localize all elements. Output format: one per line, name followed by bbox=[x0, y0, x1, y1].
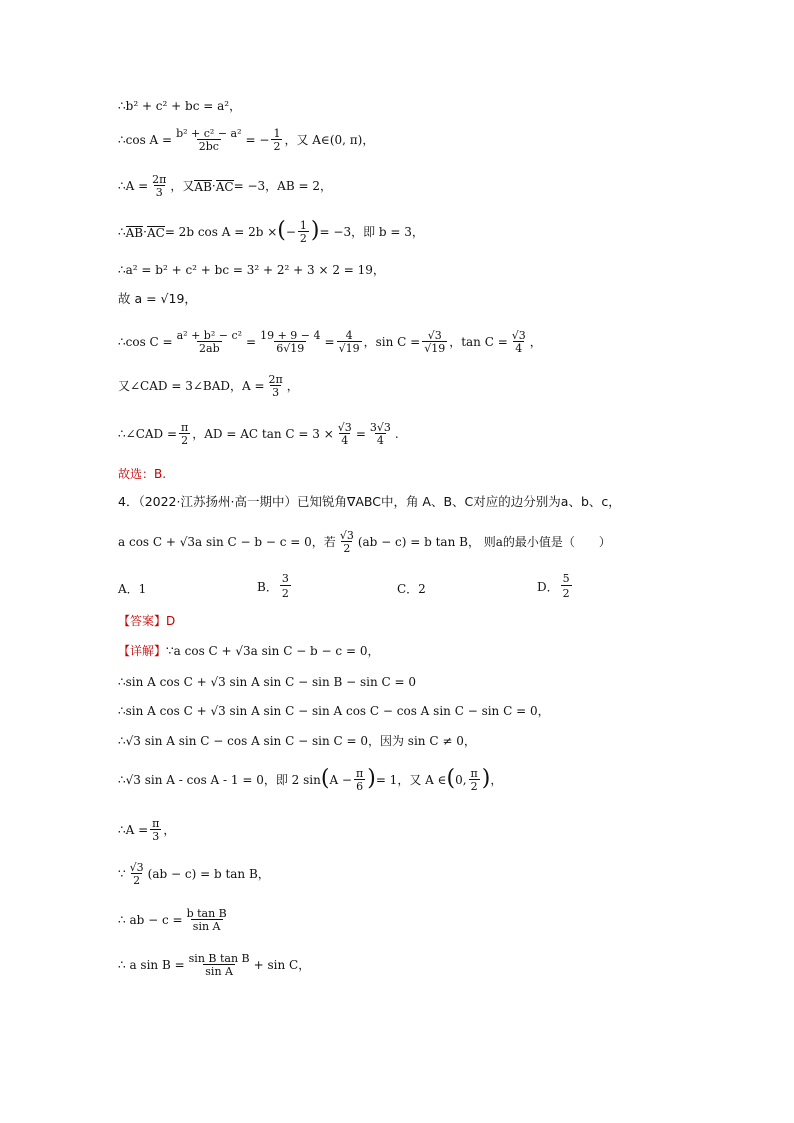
text: 【答案】D bbox=[118, 614, 176, 628]
detail-line-5 bbox=[118, 768, 502, 792]
text: A − bbox=[329, 773, 352, 787]
text: ∴A = bbox=[118, 823, 149, 837]
fraction bbox=[150, 818, 161, 842]
text: ，AD = AC tan C = 3 × bbox=[192, 427, 334, 441]
numerator: 2π bbox=[268, 373, 283, 386]
line-a-root bbox=[118, 293, 197, 306]
text: ∴cos C = bbox=[118, 335, 173, 349]
line-1 bbox=[118, 100, 241, 112]
text: ∴√3 sin A - cos A - 1 = 0，即 2 sin bbox=[118, 773, 321, 787]
text: = 2b cos A = 2b × bbox=[164, 225, 278, 239]
denominator: 2 bbox=[281, 587, 289, 600]
fraction bbox=[298, 220, 309, 244]
denominator: 2 bbox=[273, 140, 281, 153]
numerator: 3√3 bbox=[369, 421, 391, 434]
numerator: √3 bbox=[129, 861, 144, 874]
text: ∴b² + c² + bc = a²， bbox=[118, 99, 242, 113]
vector-ac: AC bbox=[146, 225, 165, 240]
text: = −3，即 b = 3， bbox=[319, 225, 424, 239]
text: = bbox=[246, 335, 257, 349]
detail-line-9 bbox=[118, 953, 310, 977]
fraction bbox=[128, 862, 146, 886]
denominator: √19 bbox=[338, 342, 360, 355]
denominator: 2 bbox=[299, 232, 307, 245]
text: a cos C + √3a sin C − b − c = 0，若 bbox=[118, 535, 336, 549]
text: = bbox=[324, 335, 335, 349]
numerator: a² + b² − c² bbox=[176, 329, 243, 342]
denominator: 6√19 bbox=[276, 342, 305, 355]
text: ∴ bbox=[118, 225, 126, 239]
detail-line-8 bbox=[118, 908, 231, 932]
denominator: 2 bbox=[133, 874, 141, 887]
fraction bbox=[336, 422, 354, 446]
numerator: 1 bbox=[299, 219, 307, 232]
text: · bbox=[211, 179, 216, 193]
text: 故 a = √19， bbox=[118, 291, 197, 306]
numerator: 3 bbox=[281, 572, 289, 585]
detail-line-4 bbox=[118, 735, 476, 747]
option-d bbox=[537, 572, 574, 600]
answer-label bbox=[118, 615, 175, 627]
denominator: 2 bbox=[181, 434, 189, 447]
denominator: 2 bbox=[562, 587, 570, 600]
option-a bbox=[118, 580, 146, 597]
paren: ) bbox=[310, 218, 320, 243]
text: ∴sin A cos C + √3 sin A sin C − sin A cos C − cos A sin C − sin C = 0， bbox=[118, 704, 550, 718]
answer-choice-line bbox=[118, 468, 166, 480]
text: . bbox=[394, 427, 399, 441]
denominator: 6 bbox=[356, 780, 364, 793]
text: ∴a² = b² + c² + bc = 3² + 2² + 3 × 2 = 19， bbox=[118, 263, 385, 277]
text: · bbox=[143, 225, 147, 239]
text: D． bbox=[537, 579, 559, 594]
detail-line-2 bbox=[118, 676, 416, 688]
numerator: 1 bbox=[273, 127, 281, 140]
text: ， bbox=[490, 773, 503, 787]
paren: ( bbox=[320, 766, 330, 791]
fraction bbox=[338, 530, 356, 554]
paren: ( bbox=[277, 218, 286, 243]
line-a-value bbox=[118, 174, 332, 198]
text: (ab − c) = b tan B， bbox=[147, 867, 270, 881]
detail-line-7 bbox=[118, 862, 270, 886]
detail-line-6 bbox=[118, 818, 175, 842]
fraction bbox=[187, 953, 252, 977]
fraction bbox=[175, 330, 244, 354]
detail-label: 【详解】 bbox=[118, 644, 167, 658]
fraction bbox=[469, 768, 480, 792]
line-angle-cad bbox=[118, 374, 299, 398]
fraction bbox=[258, 330, 322, 354]
denominator: 2 bbox=[470, 780, 478, 793]
line-cos-a bbox=[118, 128, 374, 152]
numerator: b² + c² − a² bbox=[176, 127, 242, 140]
fraction bbox=[267, 374, 285, 398]
text: = −3，AB = 2， bbox=[233, 179, 332, 193]
question-4-title bbox=[118, 496, 621, 509]
text: ∴cos A = bbox=[118, 133, 173, 147]
text: ，sin C = bbox=[363, 335, 421, 349]
denominator: √19 bbox=[424, 342, 446, 355]
paren: ) bbox=[367, 766, 376, 791]
fraction bbox=[280, 572, 291, 600]
text: = bbox=[355, 427, 366, 441]
vector-ab: AB bbox=[194, 179, 212, 194]
numerator: √3 bbox=[339, 529, 354, 542]
numerator: sin B tan B bbox=[188, 952, 250, 965]
option-c bbox=[397, 580, 426, 597]
fraction bbox=[150, 174, 168, 198]
text: ∵ bbox=[118, 867, 126, 881]
text: ∴A = bbox=[118, 179, 149, 193]
vector-ab: AB bbox=[125, 225, 144, 240]
fraction bbox=[354, 768, 365, 792]
text: ∴∠CAD = bbox=[118, 427, 178, 441]
numerator: π bbox=[470, 767, 478, 780]
text: ， bbox=[163, 823, 176, 837]
denominator: sin A bbox=[192, 920, 221, 933]
denominator: 2 bbox=[343, 542, 351, 555]
text: B． bbox=[257, 579, 278, 594]
numerator: π bbox=[355, 767, 364, 780]
text: C．2 bbox=[397, 582, 426, 596]
text: = − bbox=[245, 133, 270, 147]
numerator: π bbox=[181, 421, 189, 434]
line-cos-c bbox=[118, 330, 542, 354]
detail-line-1 bbox=[118, 645, 379, 657]
fraction bbox=[422, 330, 447, 354]
denominator: 4 bbox=[376, 434, 384, 447]
line-a-squared bbox=[118, 264, 385, 276]
text: ，tan C = bbox=[449, 335, 508, 349]
fraction bbox=[368, 422, 393, 446]
paren: ( bbox=[446, 766, 456, 791]
fraction bbox=[337, 330, 362, 354]
denominator: 2bc bbox=[198, 140, 219, 153]
text: ∴√3 sin A sin C − cos A sin C − sin C = 0，因为 sin C ≠ 0， bbox=[118, 734, 476, 748]
text: ∴ a sin B = bbox=[118, 958, 185, 972]
text: 0, bbox=[455, 773, 467, 787]
fraction bbox=[174, 128, 243, 152]
detail-line-3 bbox=[118, 705, 550, 717]
fraction bbox=[179, 422, 190, 446]
denominator: 4 bbox=[515, 342, 523, 355]
text: A．1 bbox=[118, 582, 147, 596]
paren: ) bbox=[481, 766, 491, 791]
text: + sin C， bbox=[253, 958, 311, 972]
fraction bbox=[561, 572, 572, 600]
fraction bbox=[510, 330, 528, 354]
text: 4．（2022·江苏扬州·高一期中）已知锐角∇ABC中，角 A、B、C对应的边分别为a、b、c， bbox=[118, 494, 621, 509]
text: ， bbox=[529, 335, 542, 349]
numerator: √3 bbox=[511, 329, 526, 342]
denominator: 3 bbox=[152, 830, 160, 843]
numerator: b tan B bbox=[186, 907, 227, 920]
numerator: 2π bbox=[152, 173, 167, 186]
numerator: 19 + 9 − 4 bbox=[260, 329, 321, 342]
line-ad bbox=[118, 422, 399, 446]
numerator: 4 bbox=[345, 329, 353, 342]
text: ，又 A∈(0, π)， bbox=[284, 133, 375, 147]
text: 又∠CAD = 3∠BAD，A = bbox=[118, 379, 265, 393]
option-b bbox=[257, 572, 293, 600]
fraction bbox=[185, 908, 229, 932]
denominator: 2ab bbox=[199, 342, 220, 355]
fraction bbox=[271, 128, 282, 152]
denominator: 3 bbox=[272, 386, 280, 399]
numerator: 5 bbox=[562, 572, 570, 585]
denominator: 3 bbox=[155, 186, 163, 199]
denominator: sin A bbox=[205, 965, 233, 978]
text: = 1，又 A ∈ bbox=[375, 773, 447, 787]
numerator: π bbox=[152, 817, 160, 830]
text: 故选：B. bbox=[118, 467, 167, 481]
text: ，又 bbox=[170, 179, 195, 193]
question-4-condition bbox=[118, 530, 611, 554]
numerator: √3 bbox=[427, 329, 442, 342]
text: ， bbox=[286, 379, 299, 393]
line-dot-product: ∴ AB · AC = 2b cos A = 2b × ( − $\frac{1}{2}$ ) = −3，即 b = 3， bbox=[118, 218, 424, 245]
text: ∴sin A cos C + √3 sin A sin C − sin B − sin C = 0 bbox=[118, 675, 417, 689]
denominator: 4 bbox=[341, 434, 349, 447]
text: ∴ ab − c = bbox=[118, 913, 183, 927]
text: ∵a cos C + √3a sin C − b − c = 0， bbox=[166, 644, 380, 658]
numerator: √3 bbox=[337, 421, 352, 434]
text: (ab − c) = b tan B， 则a的最小值是（ ） bbox=[357, 535, 611, 549]
vector-ac: AC bbox=[215, 179, 234, 194]
